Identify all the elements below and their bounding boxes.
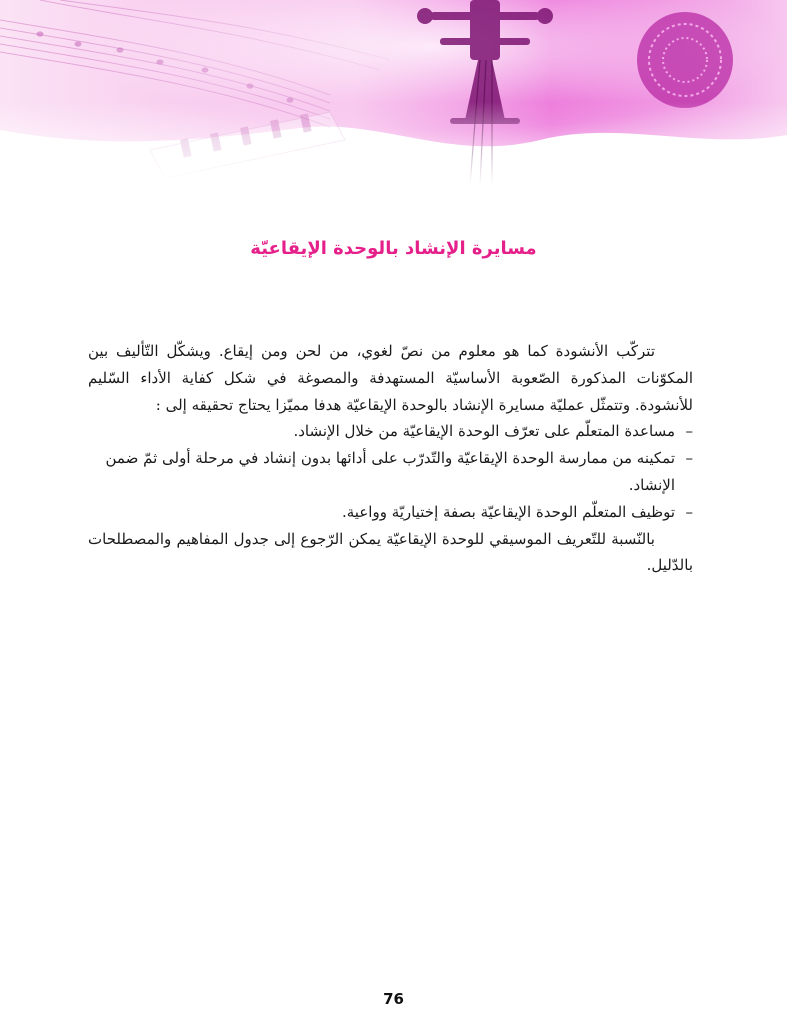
- list-item: [88, 445, 693, 499]
- violin-sheet-music-banner-icon: [0, 0, 787, 185]
- list-item-text: تمكينه من ممارسة الوحدة الإيقاعيّة والتّدرّب على أدائها بدون إنشاد في مرحلة أولى ثمّ ضمن الإنشاد.: [105, 449, 675, 494]
- list-item-text: توظيف المتعلّم الوحدة الإيقاعيّة بصفة إختياريّة وواعية.: [342, 502, 675, 521]
- body-text: [88, 338, 693, 579]
- objectives-list: [88, 418, 693, 525]
- list-item-text: مساعدة المتعلّم على تعرّف الوحدة الإيقاعيّة من خلال الإنشاد.: [293, 422, 675, 441]
- header-banner: [0, 0, 787, 185]
- list-item: [88, 418, 693, 445]
- list-dash: –: [685, 422, 693, 441]
- list-dash: –: [685, 502, 693, 521]
- page-number: 76: [383, 990, 404, 1008]
- list-dash: –: [685, 449, 693, 468]
- intro-paragraph: تتركّب الأنشودة كما هو معلوم من نصّ لغوي، من لحن ومن إيقاع. ويشكّل التّأليف بين المكوّنات المذكورة الصّعوبة الأساسيّة المستهدفة والمصوغة في شكل كفاية الأداء السّليم للأنشودة. وتتمثّل عمليّة مسايرة الإنشاد بالوحدة الإيقاعيّة هدفا مميّزا يحتاج تحقيقه إلى :: [88, 342, 693, 414]
- page-title: مسايرة الإنشاد بالوحدة الإيقاعيّة: [250, 238, 537, 259]
- closing-paragraph: بالنّسبة للتّعريف الموسيقي للوحدة الإيقاعيّة يمكن الرّجوع إلى جدول المفاهيم والمصطلحات بالدّليل.: [88, 529, 693, 575]
- list-item: [88, 499, 693, 526]
